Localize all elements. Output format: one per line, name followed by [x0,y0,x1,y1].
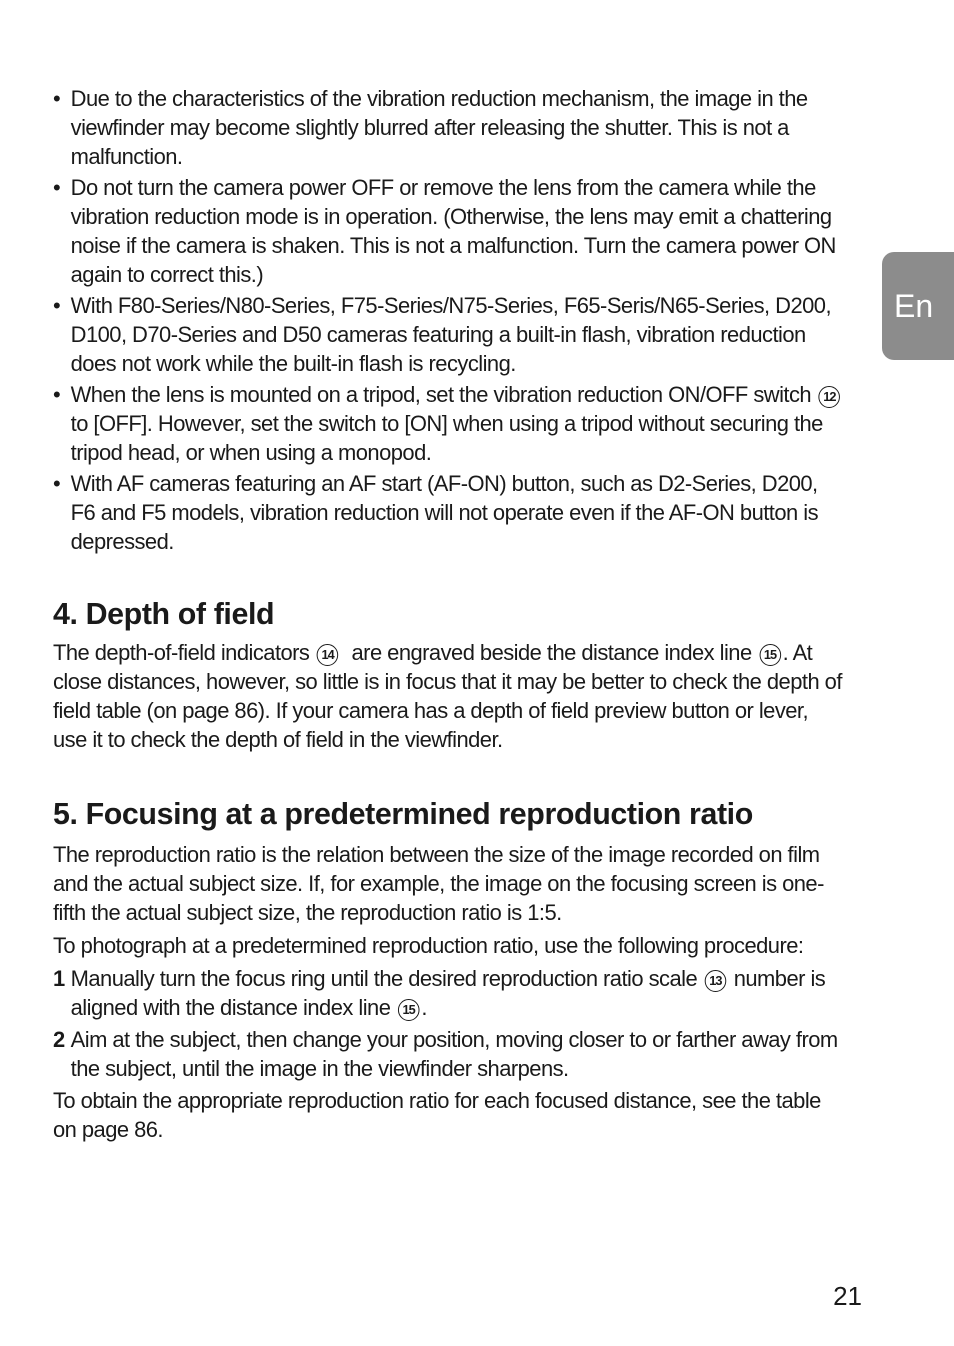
depth-text: are engraved beside the distance index line [351,640,752,665]
focusing-paragraph: To obtain the appropriate reproduction ratio for each focused distance, see the table on page 86. [53,1088,821,1142]
reference-number-icon: 14 [317,644,339,666]
step-number: 2 [53,1027,65,1052]
bullet-marker: • [53,293,61,318]
reference-number-icon: 15 [759,644,781,666]
section-title-focusing: 5. Focusing at a predetermined reproduction ratio [53,796,753,831]
step-text: Manually turn the focus ring until the desired reproduction ratio scale [70,966,698,991]
bullet-marker: • [53,382,61,407]
bullet-item [53,291,847,378]
bullet-item [53,173,847,289]
bullet-text: Due to the characteristics of the vibration reduction mechanism, the image in the viewfinder may become slightly blurred after releasing the shutter. This is not a malfunction. [70,86,808,169]
page-content [53,84,847,1148]
bullet-text: With F80-Series/N80-Series, F75-Series/N75-Series, F65-Seris/N65-Series, D200, D100, D70-Series and D50 cameras featuring a built-in flash, vibration reduction does not work while the built-in flash is recycling. [70,293,832,376]
reference-number-icon: 12 [819,386,841,408]
bullet-item [53,380,847,467]
bullet-text: With AF cameras featuring an AF start (AF-ON) button, such as D2-Series, D200, F6 and F5 models, vibration reduction will not operate even if the AF-ON button is depressed. [70,471,819,554]
bullet-text: When the lens is mounted on a tripod, set the vibration reduction ON/OFF switch [70,382,812,407]
section-title-depth-of-field: 4. Depth of field [53,596,275,631]
page-number: 21 [833,1281,862,1311]
depth-paragraph [53,638,847,754]
language-tab [882,252,954,360]
bullet-text: to [OFF]. However, set the switch to [ON] when using a tripod without securing the tripod head, or when using a monopod. [70,411,823,465]
step-number: 1 [53,966,65,991]
bullet-text: Do not turn the camera power OFF or remove the lens from the camera while the vibration reduction mode is in operation. (Otherwise, the lens may emit a chattering noise if the camera is shaken. This is not a malfunction. Turn the camera power ON again to correct this.) [70,175,836,287]
reference-number-icon: 13 [705,970,727,992]
bullet-item [53,84,847,171]
bullet-marker: • [53,471,61,496]
step-text: number is aligned with the distance index line [70,966,826,1020]
bullet-marker: • [53,175,61,200]
language-tab-label: En [894,288,934,324]
depth-text: The depth-of-field indicators [53,640,310,665]
reference-number-icon: 15 [398,999,420,1021]
bullet-item [53,469,847,556]
step-text: Aim at the subject, then change your position, moving closer to or farther away from the subject, until the image in the viewfinder sharpens. [70,1027,838,1081]
depth-text: . At close distances, however, so little is in focus that it may be better to check the depth of field table (on page 86). If your camera has a depth of field preview button or lever, use it to check the depth of field in the viewfinder. [53,640,842,752]
bullet-marker: • [53,86,61,111]
focusing-paragraph: To photograph at a predetermined reproduction ratio, use the following procedure: [53,933,804,958]
step-text: . [421,995,427,1020]
focusing-paragraph: The reproduction ratio is the relation between the size of the image recorded on film and the actual subject size. If, for example, the image on the focusing screen is one-fifth the actual subject size, the reproduction ratio is 1:5. [53,842,824,925]
step-item [53,964,847,1022]
step-item [53,1025,847,1083]
